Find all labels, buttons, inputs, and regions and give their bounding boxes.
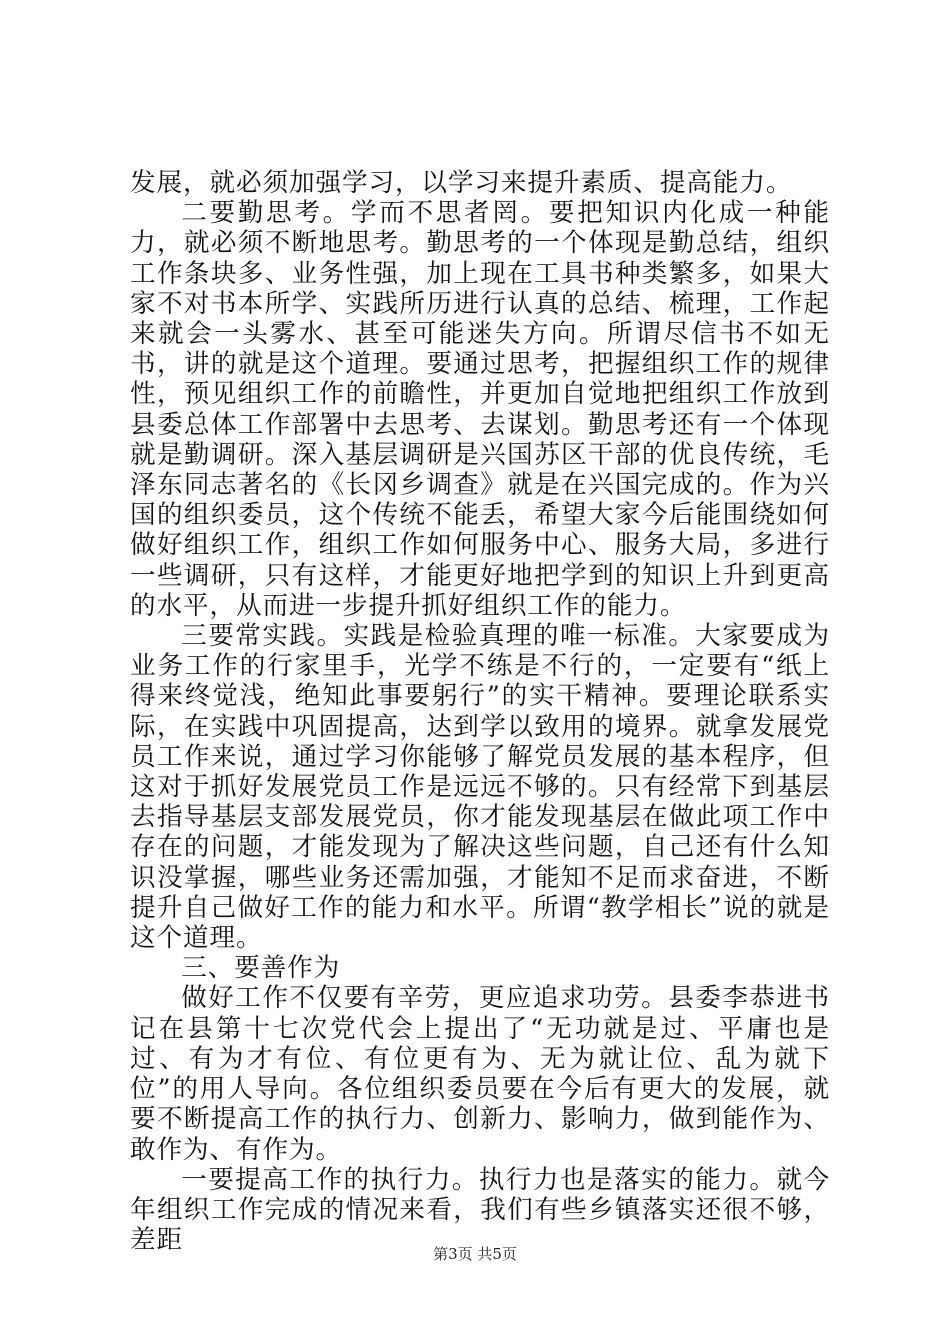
paragraph: 二要勤思考。学而不思者罔。要把知识内化成一种能力，就必须不断地思考。勤思考的一个体现是勤总结，组织工作条块多、业务性强，加上现在工具书种类繁多，如果大家不对书本所学、实践所历进行认真的总结、梳理，工作起来就会一头雾水、甚至可能迷失方向。所谓尽信书不如无书，讲的就是这个道理。要通过思考，把握组织工作的规律性，预见组织工作的前瞻性，并更加自觉地把组织工作放到县委总体工作部署中去思考、去谋划。勤思考还有一个体现就是勤调研。深入基层调研是兴国苏区干部的优良传统，毛泽东同志著名的《长冈乡调查》就是在兴国完成的。作为兴国的组织委员，这个传统不能丢，希望大家今后能围绕如何做好组织工作，组织工作如何服务中心、服务大局，多进行一些调研，只有这样，才能更好地把学到的知识上升到更高的水平，从而进一步提升抓好组织工作的能力。 <box>130 198 830 621</box>
paragraph: 做好工作不仅要有辛劳，更应追求功劳。县委李恭进书记在县第十七次党代会上提出了“无功就是过、平庸也是过、有为才有位、有位更有为、无为就让位、乱为就下位”的用人导向。各位组织委员要在今后有更大的发展，就要不断提高工作的执行力、创新力、影响力，做到能作为、敢作为、有作为。 <box>130 983 830 1165</box>
paragraph: 一要提高工作的执行力。执行力也是落实的能力。就今年组织工作完成的情况来看，我们有些乡镇落实还很不够，差距 <box>130 1164 830 1256</box>
section-heading: 三、要善作为 <box>181 953 341 984</box>
page-number-footer: 第3页 共5页 <box>433 1245 517 1263</box>
document-body <box>130 168 830 1255</box>
paragraph: 发展，就必须加强学习，以学习来提升素质、提高能力。 <box>130 168 793 198</box>
paragraph: 三要常实践。实践是检验真理的唯一标准。大家要成为业务工作的行家里手，光学不练是不行的，一定要有“纸上得来终觉浅，绝知此事要躬行”的实干精神。要理论联系实际，在实践中巩固提高，达到学以致用的境界。就拿发展党员工作来说，通过学习你能够了解党员发展的基本程序，但这对于抓好发展党员工作是远远不够的。只有经常下到基层去指导基层支部发展党员，你才能发现基层在做此项工作中存在的问题，才能发现为了解决这些问题，自己还有什么知识没掌握，哪些业务还需加强，才能知不足而求奋进，不断提升自己做好工作的能力和水平。所谓“教学相长”说的就是这个道理。 <box>130 621 830 954</box>
